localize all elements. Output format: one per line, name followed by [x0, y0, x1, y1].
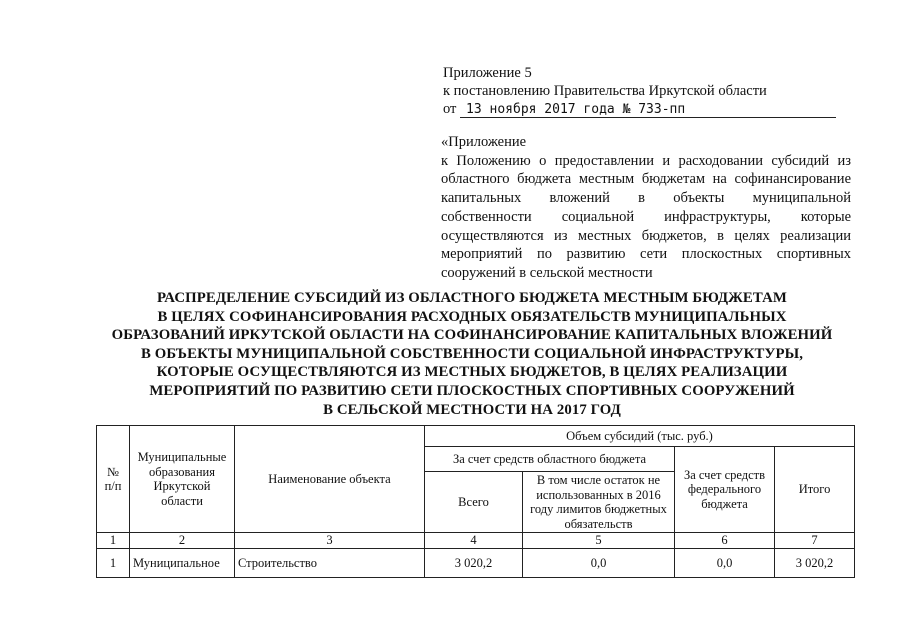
title-line: ОБРАЗОВАНИЙ ИРКУТСКОЙ ОБЛАСТИ НА СОФИНАНСИРОВАНИЕ КАПИТАЛЬНЫХ ВЛОЖЕНИЙ — [111, 327, 833, 344]
regulation-line: областного бюджета местным бюджетам на софинансирование — [441, 171, 851, 188]
column-number-row — [97, 533, 855, 549]
header-num-pp: п/п — [104, 479, 122, 493]
header-grand-total: Итого — [775, 447, 855, 533]
regulation-line: мероприятий по развитию сети плоскостных спортивных — [441, 246, 851, 263]
regulation-line: к Положению о предоставлении и расходовании субсидий из — [441, 152, 851, 169]
subsidy-table — [96, 425, 855, 578]
title-line: РАСПРЕДЕЛЕНИЕ СУБСИДИЙ ИЗ ОБЛАСТНОГО БЮДЖЕТА МЕСТНЫМ БЮДЖЕТАМ — [157, 290, 787, 306]
header-total-regional: Всего — [425, 472, 523, 533]
regulation-line: собственности социальной инфраструктуры, которые — [441, 208, 851, 225]
table-header-row — [97, 426, 855, 447]
table-row — [97, 549, 855, 578]
title-line: В ЦЕЛЯХ СОФИНАНСИРОВАНИЯ РАСХОДНЫХ ОБЯЗАТЕЛЬСТВ МУНИЦИПАЛЬНЫХ — [157, 308, 787, 325]
annex-decree-ref: к постановлению Правительства Иркутской области — [443, 83, 767, 99]
header-municipality: Муниципальные образования Иркутской области — [130, 426, 235, 533]
cell-municipality: Муниципальное — [130, 549, 235, 578]
column-number: 2 — [130, 533, 235, 549]
cell-object-name: Строительство — [235, 549, 425, 578]
header-num — [97, 426, 130, 533]
title-line: КОТОРЫЕ ОСУЩЕСТВЛЯЮТСЯ ИЗ МЕСТНЫХ БЮДЖЕТОВ, В ЦЕЛЯХ РЕАЛИЗАЦИИ — [156, 364, 788, 381]
regulation-heading: «Приложение — [441, 134, 527, 150]
regulation-body — [441, 152, 851, 283]
header-unused-2016: В том числе остаток не использованных в 2016 году лимитов бюджетных обязательств — [523, 472, 675, 533]
column-number: 3 — [235, 533, 425, 549]
title-line: МЕРОПРИЯТИЙ ПО РАЗВИТИЮ СЕТИ ПЛОСКОСТНЫХ СПОРТИВНЫХ СООРУЖЕНИЙ — [149, 382, 795, 399]
header-object-name: Наименование объекта — [235, 426, 425, 533]
regulation-line: сооружений в сельской местности — [441, 264, 653, 281]
annex-ot-label: от — [443, 101, 457, 117]
cell-total-regional: 3 020,2 — [425, 549, 523, 578]
annex-header — [443, 64, 836, 118]
regulation-line: осуществляются из местных бюджетов, в целях реализации — [441, 227, 851, 244]
column-number: 4 — [425, 533, 523, 549]
column-number: 5 — [523, 533, 675, 549]
regulation-reference — [441, 133, 851, 283]
annex-number: Приложение 5 — [443, 65, 532, 81]
column-number: 6 — [675, 533, 775, 549]
cell-num: 1 — [97, 549, 130, 578]
column-number: 1 — [97, 533, 130, 549]
header-regional-budget: За счет средств областного бюджета — [425, 447, 675, 472]
title-line: В ОБЪЕКТЫ МУНИЦИПАЛЬНОЙ СОБСТВЕННОСТИ СОЦИАЛЬНОЙ ИНФРАСТРУКТУРЫ, — [140, 345, 804, 362]
header-volume: Объем субсидий (тыс. руб.) — [425, 426, 855, 447]
document-title — [92, 289, 852, 419]
cell-grand-total: 3 020,2 — [775, 549, 855, 578]
column-number: 7 — [775, 533, 855, 549]
annex-decree-typed: 13 ноября 2017 года № 733-пп — [460, 103, 836, 118]
cell-federal: 0,0 — [675, 549, 775, 578]
regulation-line: капитальных вложений в объекты муниципальной — [441, 190, 851, 207]
annex-decree-date-line — [443, 100, 836, 118]
header-num-symbol: № — [107, 464, 119, 479]
title-line: В СЕЛЬСКОЙ МЕСТНОСТИ НА 2017 ГОД — [323, 401, 621, 418]
cell-unused-2016: 0,0 — [523, 549, 675, 578]
header-federal-budget: За счет средств федерального бюджета — [675, 447, 775, 533]
